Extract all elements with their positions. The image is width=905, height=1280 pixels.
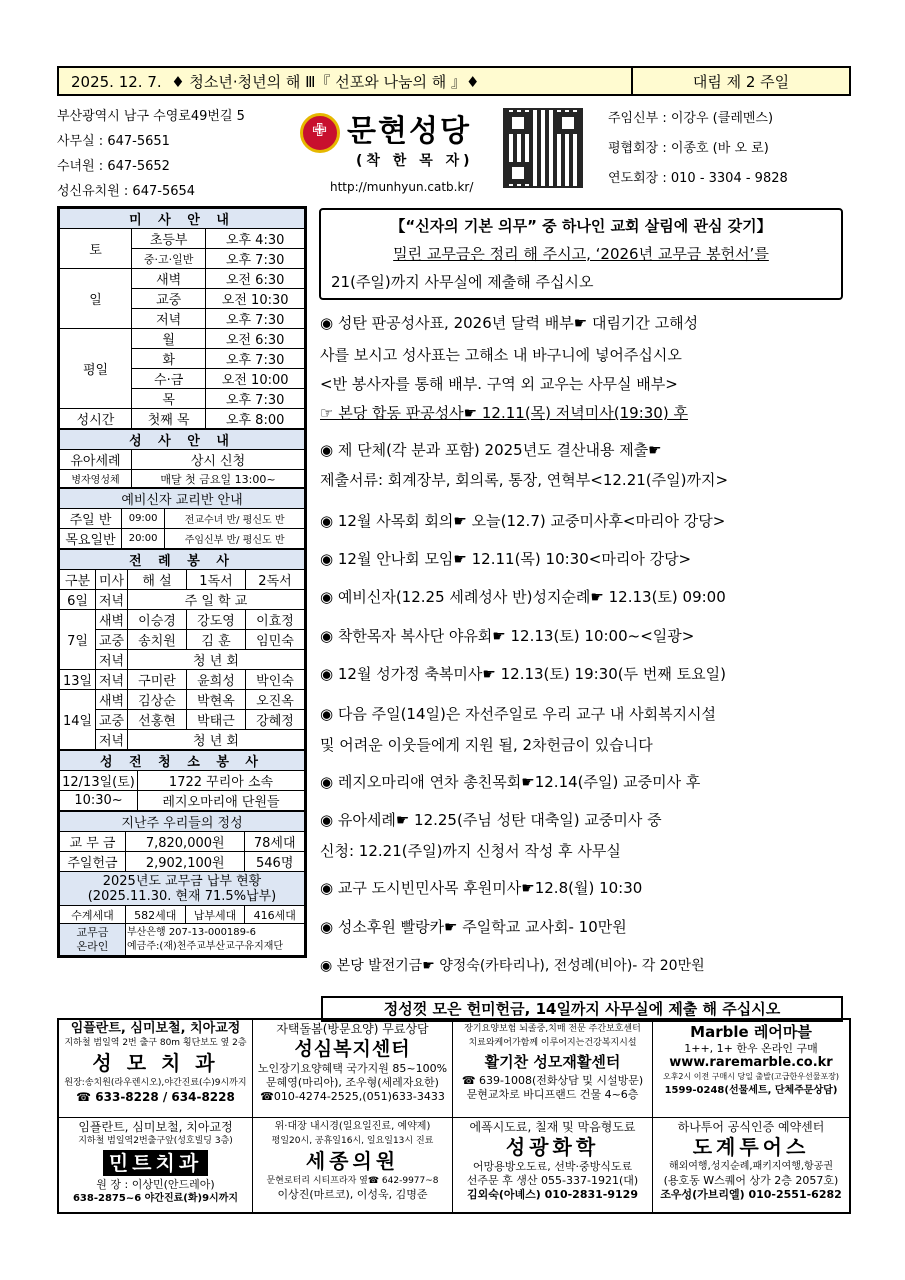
- mass-type: 새벽: [132, 269, 206, 289]
- day-label: 평일: [60, 329, 132, 409]
- staff-block: [608, 104, 788, 194]
- coordinator: 연도회장 : 010 - 3304 - 9828: [608, 171, 788, 186]
- notice-item: ◉ 교구 도시빈민사목 후원미사☛12.8(월) 10:30: [320, 879, 643, 897]
- ad-line: 문현로터리 시티프라자 옆☎ 642-9977~8: [266, 1176, 439, 1186]
- cleaning-table: [59, 750, 305, 811]
- day-label: 일: [60, 269, 132, 329]
- col-header: 1독서: [187, 570, 246, 590]
- sacrament-value: 매달 첫 금요일 13:00~: [132, 470, 305, 488]
- qr-code-icon[interactable]: [503, 108, 583, 188]
- ad-line: 선주문 후 생산 055-337-1921(대): [466, 1174, 639, 1187]
- ad-line: 원 장 : 이상민(안드레아): [96, 1178, 215, 1191]
- name-cell: 박인숙: [246, 670, 305, 690]
- group-cell: 청 년 회: [128, 730, 305, 750]
- notice-banner: [319, 208, 843, 300]
- offering-label: 교 무 금: [60, 832, 126, 852]
- col-header: 구분: [60, 570, 96, 590]
- holy-hour-day: 첫째 목: [132, 409, 206, 429]
- ad-line: 이상진(마르코), 이성욱, 김명준: [277, 1188, 428, 1201]
- class-label: 목요일반: [60, 529, 122, 549]
- class-time: 20:00: [122, 529, 165, 549]
- ad-line: 어망용방오도료, 선박·중방식도료: [472, 1160, 633, 1173]
- parish-url[interactable]: http://munhyun.catb.kr/: [330, 180, 474, 194]
- ad-seongmo-rehab[interactable]: [453, 1020, 653, 1118]
- banner-line: 밀린 교무금은 정리 해 주시고, ‘2026년 교무금 봉헌서’를: [393, 245, 769, 263]
- pastor: 주임신부 : 이강우 (클레멘스): [608, 111, 774, 126]
- col-header: 해 설: [128, 570, 187, 590]
- ad-url: www.raremarble.co.kr: [669, 1055, 833, 1070]
- group-cell: 청 년 회: [128, 650, 305, 670]
- ad-name: 성 모 치 과: [92, 1051, 219, 1075]
- notice-item: ◉ 다음 주일(14일)은 자선주일로 우리 교구 내 사회복지시설: [320, 705, 717, 723]
- offering-amount: 2,902,100원: [126, 852, 245, 872]
- notice-item: ◉ 성소후원 빨랑카☛ 주일학교 교사회- 10만원: [320, 918, 627, 936]
- mass-time: 오후 7:30: [206, 389, 305, 409]
- liturgical-week: 대림 제 2 주일: [631, 68, 849, 94]
- offering-count: 78세대: [245, 832, 305, 852]
- payment-status-title: 2025년도 교무금 납부 현황: [102, 873, 262, 889]
- name-cell: 임민숙: [246, 630, 305, 650]
- mass-title: 미 사 안 내: [60, 209, 305, 229]
- name-cell: 윤희성: [187, 670, 246, 690]
- account-label: 온라인: [76, 939, 109, 953]
- ad-phone: 638-2875~6 야간진료(화)9시까지: [72, 1193, 239, 1204]
- ad-line: 지하철 범일역2번출구앞(성호빌딩 3층): [78, 1136, 233, 1146]
- ad-line: 에폭시도료, 칠재 및 막음형도료: [469, 1120, 636, 1134]
- mass-time: 오후 4:30: [206, 229, 305, 249]
- ad-seonggwang-chem[interactable]: [453, 1118, 653, 1212]
- ad-phone: 김외숙(아녜스) 010-2831-9129: [467, 1188, 638, 1201]
- ad-line: 임플란트, 심미보철, 치아교정: [78, 1120, 233, 1134]
- ad-dogye-tours[interactable]: [653, 1118, 849, 1212]
- mass-cell: 새벽: [96, 610, 128, 630]
- cleaning-date: 12/13일(토): [60, 771, 138, 791]
- ad-line: 1++, 1+ 한우 온라인 구매: [684, 1042, 818, 1055]
- year-theme: ♦ 청소년·청년의 해 Ⅲ『 선포와 나눔의 해 』♦: [171, 72, 480, 91]
- date-cell: 13일: [60, 670, 96, 690]
- mass-time: 오후 7:30: [206, 249, 305, 269]
- kindergarten-phone: 성신유치원 : 647-5654: [57, 184, 196, 199]
- ad-name: 성광화학: [505, 1135, 600, 1159]
- class-teacher: 전교수녀 반/ 평신도 반: [165, 509, 305, 529]
- mass-schedule-table: [59, 208, 305, 429]
- notice-item: 신청: 12.21(주일)까지 신청서 작성 후 사무실: [320, 842, 621, 860]
- notice-item: ◉ 12월 성가정 축복미사☛ 12.13(토) 19:30(두 번째 토요일): [320, 665, 726, 683]
- office-phone: 사무실 : 647-5651: [57, 134, 170, 149]
- notice-item: 사를 보시고 성사표는 고해소 내 바구니에 넣어주십시오: [320, 346, 682, 364]
- ad-phone: ☎010-4274-2525,(051)633-3433: [260, 1090, 445, 1103]
- ad-line: 문혜영(마리아), 조우형(세레자요한): [266, 1076, 439, 1089]
- ad-seongmo-dental[interactable]: [59, 1020, 253, 1118]
- ad-sejong-clinic[interactable]: [253, 1118, 453, 1212]
- mass-time: 오후 7:30: [206, 349, 305, 369]
- notice-item: ◉ 본당 발전기금☛ 양정숙(카타리나), 전성례(비아)- 각 20만원: [320, 958, 705, 974]
- account-label: 교무금: [76, 925, 109, 939]
- ad-phone: 1599-0248(선물세트, 단체주문상담): [664, 1085, 838, 1096]
- ad-line: 장기요양보험 뇌졸중,치매 전문 주간보호센터: [464, 1024, 641, 1034]
- account-holder: 예금주:(재)천주교부산교구유지재단: [127, 940, 284, 952]
- sacrament-title: 성 사 안 내: [60, 430, 305, 450]
- name-cell: 선홍현: [128, 710, 187, 730]
- sacrament-label: 병자영성체: [60, 470, 132, 488]
- name-cell: 이효정: [246, 610, 305, 630]
- name-cell: 구미란: [128, 670, 187, 690]
- household-label: 수계세대: [60, 906, 126, 924]
- notice-item: 제출서류: 회계장부, 회의록, 통장, 연혁부<12.21(주일)까지>: [320, 471, 729, 489]
- ad-line: 자택돌봄(방문요양) 무료상담: [276, 1022, 429, 1036]
- mass-type: 목: [132, 389, 206, 409]
- notice-item: ◉ 예비신자(12.25 세례성사 반)성지순례☛ 12.13(토) 09:00: [320, 588, 726, 606]
- mass-time: 오전 6:30: [206, 269, 305, 289]
- household-value: 416세대: [245, 906, 305, 924]
- household-value: 582세대: [126, 906, 186, 924]
- ad-line: 임플란트, 심미보철, 치아교정: [70, 1021, 241, 1036]
- mass-cell: 저녁: [96, 590, 128, 610]
- notice-item: ◉ 성탄 판공성사표, 2026년 달력 배부☛ 대림기간 고해성: [320, 314, 699, 332]
- ad-mint-dental[interactable]: [59, 1118, 253, 1212]
- bulletin-date: 2025. 12. 7.: [71, 72, 162, 91]
- payment-status-rate: (2025.11.30. 현재 71.5%납부): [87, 888, 277, 904]
- offering-table: [59, 811, 305, 956]
- sacrament-table: [59, 429, 305, 488]
- ad-name: 활기찬 성모재활센터: [484, 1053, 621, 1071]
- parish-name: 문현성당: [347, 114, 471, 149]
- class-teacher: 주임신부 반/ 평신도 반: [165, 529, 305, 549]
- offering-count: 546명: [245, 852, 305, 872]
- bank-account: 부산은행 207-13-000189-6: [127, 926, 256, 938]
- col-header: 2독서: [246, 570, 305, 590]
- notice-item: <반 봉사자를 통해 배부. 구역 외 교우는 사무실 배부>: [320, 375, 678, 393]
- mass-cell: 새벽: [96, 690, 128, 710]
- ad-name: 세종의원: [305, 1149, 400, 1173]
- group-cell: 주 일 학 교: [128, 590, 305, 610]
- notice-item: ◉ 12월 안나회 모임☛ 12.11(목) 10:30<마리아 강당>: [320, 550, 692, 568]
- banner-line: 21(주일)까지 사무실에 제출해 주십시오: [331, 273, 594, 291]
- ad-line: 문현교차로 바디프랜드 건물 4~6층: [466, 1088, 639, 1101]
- ad-raremarble[interactable]: [653, 1020, 849, 1118]
- ad-phone: ☎ 633-8228 / 634-8228: [76, 1090, 235, 1104]
- name-cell: 박현옥: [187, 690, 246, 710]
- mass-type: 화: [132, 349, 206, 369]
- sacrament-label: 유아세례: [60, 450, 132, 470]
- mass-time: 오후 7:30: [206, 309, 305, 329]
- class-label: 주일 반: [60, 509, 122, 529]
- cleaning-group: 1722 꾸리아 소속: [138, 771, 305, 791]
- contact-block: [57, 104, 245, 204]
- date-banner: [57, 66, 851, 96]
- banner-title: 【“신자의 기본 의무” 중 하나인 교회 살림에 관심 갖기】: [390, 217, 772, 235]
- cleaning-group: 레지오마리애 단원들: [138, 791, 305, 811]
- col-header: 미사: [96, 570, 128, 590]
- sacrament-value: 상시 신청: [132, 450, 305, 470]
- ad-name: 성심복지센터: [294, 1038, 411, 1060]
- cleaning-time: 10:30~: [60, 791, 138, 811]
- liturgy-service-table: [59, 549, 305, 750]
- ad-line: 하나투어 공식인증 예약센터: [677, 1120, 825, 1134]
- catechumen-title: 예비신자 교리반 안내: [60, 489, 305, 509]
- notice-item: ◉ 착한목자 복사단 야유회☛ 12.13(토) 10:00~<일광>: [320, 627, 695, 645]
- name-cell: 송치원: [128, 630, 187, 650]
- notice-item: ☞ 본당 합동 판공성사☛ 12.11(목) 저녁미사(19:30) 후: [320, 404, 688, 422]
- liturgy-title: 전 례 봉 사: [60, 550, 305, 570]
- ad-line: 평일20시, 공휴일16시, 일요일13시 진료: [271, 1136, 434, 1146]
- left-info-column: [57, 206, 307, 958]
- ads-grid: [57, 1018, 851, 1214]
- mass-type: 교중: [132, 289, 206, 309]
- name-cell: 강혜정: [246, 710, 305, 730]
- cleaning-title: 성 전 청 소 봉 사: [60, 751, 305, 771]
- ad-line: 해외여행,성지순례,패키지여행,항공권: [668, 1161, 834, 1172]
- notice-item: ◉ 제 단체(각 분과 포함) 2025년도 결산내용 제출☛: [320, 441, 662, 459]
- mass-time: 오전 10:00: [206, 369, 305, 389]
- name-cell: 박태근: [187, 710, 246, 730]
- holy-hour-label: 성시간: [60, 409, 132, 429]
- mass-type: 초등부: [132, 229, 206, 249]
- name-cell: 이승경: [128, 610, 187, 630]
- mass-type: 월: [132, 329, 206, 349]
- name-cell: 김상순: [128, 690, 187, 710]
- ad-name: 도계투어스: [692, 1135, 810, 1159]
- ad-line: 노인장기요양혜택 국가지원 85~100%: [257, 1062, 448, 1075]
- parish-motto: (착 한 목 자): [356, 153, 474, 169]
- convent-phone: 수녀원 : 647-5652: [57, 159, 170, 174]
- mass-cell: 교중: [96, 710, 128, 730]
- mass-type: 중·고·일반: [132, 249, 206, 269]
- day-label: 토: [60, 229, 132, 269]
- catechumen-table: [59, 488, 305, 549]
- offering-label: 주일헌금: [60, 852, 126, 872]
- household-label: 납부세대: [185, 906, 245, 924]
- mass-time: 오전 10:30: [206, 289, 305, 309]
- parish-logo-icon: [300, 113, 340, 153]
- name-cell: 오진옥: [246, 690, 305, 710]
- mass-time: 오전 6:30: [206, 329, 305, 349]
- offering-title: 지난주 우리들의 정성: [60, 812, 305, 832]
- notice-item: ◉ 유아세례☛ 12.25(주님 성탄 대축일) 교중미사 중: [320, 811, 662, 829]
- mass-cell: 저녁: [96, 650, 128, 670]
- mass-type: 저녁: [132, 309, 206, 329]
- mass-cell: 교중: [96, 630, 128, 650]
- notice-item: ◉ 12월 사목회 회의☛ 오늘(12.7) 교중미사후<마리아 강당>: [320, 512, 726, 530]
- holy-hour-time: 오후 8:00: [206, 409, 305, 429]
- ad-line: 치료와케어가함께 이루어지는건강복지시설: [468, 1038, 637, 1048]
- class-time: 09:00: [122, 509, 165, 529]
- date-cell: 7일: [60, 610, 96, 670]
- name-cell: 김 훈: [187, 630, 246, 650]
- ad-name: Marble 레어마블: [690, 1023, 812, 1041]
- ad-phone: 조우성(가브리엘) 010-2551-6282: [660, 1188, 842, 1201]
- notice-item: 및 어려운 이웃들에게 지원 될, 2차헌금이 있습니다: [320, 736, 653, 754]
- ad-name: 민트치과: [103, 1150, 208, 1176]
- ad-seongsim-welfare[interactable]: [253, 1020, 453, 1118]
- offering-amount: 7,820,000원: [126, 832, 245, 852]
- mass-cell: 저녁: [96, 670, 128, 690]
- ad-line: 오후2시 이전 구매시 당일 출발(고급한우선물포장): [662, 1072, 840, 1081]
- notice-item: ◉ 레지오마리애 연차 총친목회☛12.14(주일) 교중미사 후: [320, 773, 701, 791]
- date-cell: 14일: [60, 690, 96, 750]
- date-cell: 6일: [60, 590, 96, 610]
- ad-line: 원장:송치원(라우렌시오),야간진료(수)9시까지: [64, 1078, 247, 1088]
- ad-line: 지하철 범일역 2번 출구 80m 횡단보도 옆 2층: [64, 1038, 247, 1048]
- mass-type: 수·금: [132, 369, 206, 389]
- ad-line: (용호동 W스퀘어 상가 2층 2057호): [663, 1174, 839, 1187]
- notice-footer: 정성껏 모은 헌미헌금, 14일까지 사무실에 제출 해 주십시오: [321, 996, 843, 1022]
- ad-line: 위·대장 내시경(일요일진료, 예약제): [274, 1121, 431, 1132]
- ad-phone: ☎ 639-1008(전화상담 및 시설방문): [461, 1074, 644, 1087]
- mass-cell: 저녁: [96, 730, 128, 750]
- name-cell: 강도영: [187, 610, 246, 630]
- council-president: 평협회장 : 이종호 (바 오 로): [608, 141, 769, 156]
- address: 부산광역시 남구 수영로49번길 5: [57, 109, 245, 124]
